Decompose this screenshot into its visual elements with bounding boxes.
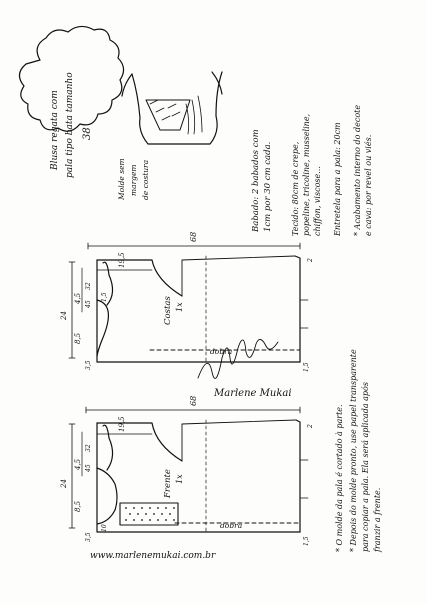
back-v1: 32 [85, 282, 92, 290]
back-width-top: 19,5 [118, 252, 126, 268]
molde-line2: margem [129, 164, 138, 196]
molde-line1: Molde sem [117, 158, 126, 200]
babado-line1: Babado: 2 babados com [251, 129, 261, 232]
back-piece-fold: dobra [210, 347, 233, 356]
title-size: 38 [82, 127, 93, 140]
tecido-line3: chiffon, viscose... [313, 166, 322, 236]
acabamento-line2: e cava: por revel ou viés. [364, 134, 373, 236]
signature: Marlene Mukai [214, 388, 292, 399]
footnote-2-line3: franzir a frente. [373, 487, 382, 552]
tecido-line1: Tecido: 80cm de crepe, [291, 141, 300, 236]
molde-line3: de costura [141, 159, 150, 200]
front-hem: 1,5 [303, 536, 310, 546]
front-armhole: 8,5 [74, 500, 82, 512]
footnote-1: * O molde da pala é cortado à parte. [335, 404, 344, 552]
yoke-dots [125, 507, 175, 521]
footnote-2-line1: * Depois do molde pronto, use papel transparente [349, 349, 358, 552]
back-v2: 45 [85, 300, 92, 308]
front-piece [69, 407, 308, 532]
blouse-sketch [122, 72, 222, 144]
title-line2: pala tipo bata tamanho [65, 72, 75, 178]
back-armhole: 8,5 [74, 332, 82, 344]
front-piece-name: Frente [163, 469, 173, 498]
title-line1: Blusa regata com [50, 90, 60, 170]
back-neck-drop: 3,5 [85, 360, 92, 370]
front-length: 68 [189, 395, 198, 406]
back-piece-name: Costas [163, 296, 173, 325]
website-url: www.marlenemukai.com.br [90, 551, 216, 561]
front-v2: 45 [85, 464, 92, 472]
front-piece-fold: dobra [220, 521, 243, 530]
signature-scribble [198, 339, 278, 378]
back-shoulder: 4,5 [74, 292, 82, 304]
entretela: Entretela para a pala: 20cm [333, 122, 342, 236]
front-shoulder: 4,5 [74, 458, 82, 470]
front-neck: 10 [101, 524, 108, 532]
back-half: 24 [60, 311, 68, 320]
front-neck-drop: 3,5 [85, 532, 92, 542]
front-piece-qty: 1x [175, 474, 184, 484]
footnote-2-line2: para copiar a pala. Ela será aplicada após [361, 382, 370, 552]
back-side-top: 2 [307, 258, 314, 262]
front-side-top: 2 [307, 424, 314, 428]
acabamento-line1: * Acabamento interno do decote [353, 104, 362, 236]
back-neck: 1,5 [101, 292, 108, 302]
front-half: 24 [60, 479, 68, 488]
front-width-top: 19,5 [118, 416, 126, 432]
back-piece-qty: 1x [175, 302, 184, 312]
back-hem: 1,5 [303, 362, 310, 372]
back-length: 68 [189, 231, 198, 242]
front-v1: 32 [85, 444, 92, 452]
tecido-line2: popeline, tricoline, musseline, [302, 113, 311, 236]
babado-line2: 1cm por 30 cm cada. [263, 141, 273, 232]
